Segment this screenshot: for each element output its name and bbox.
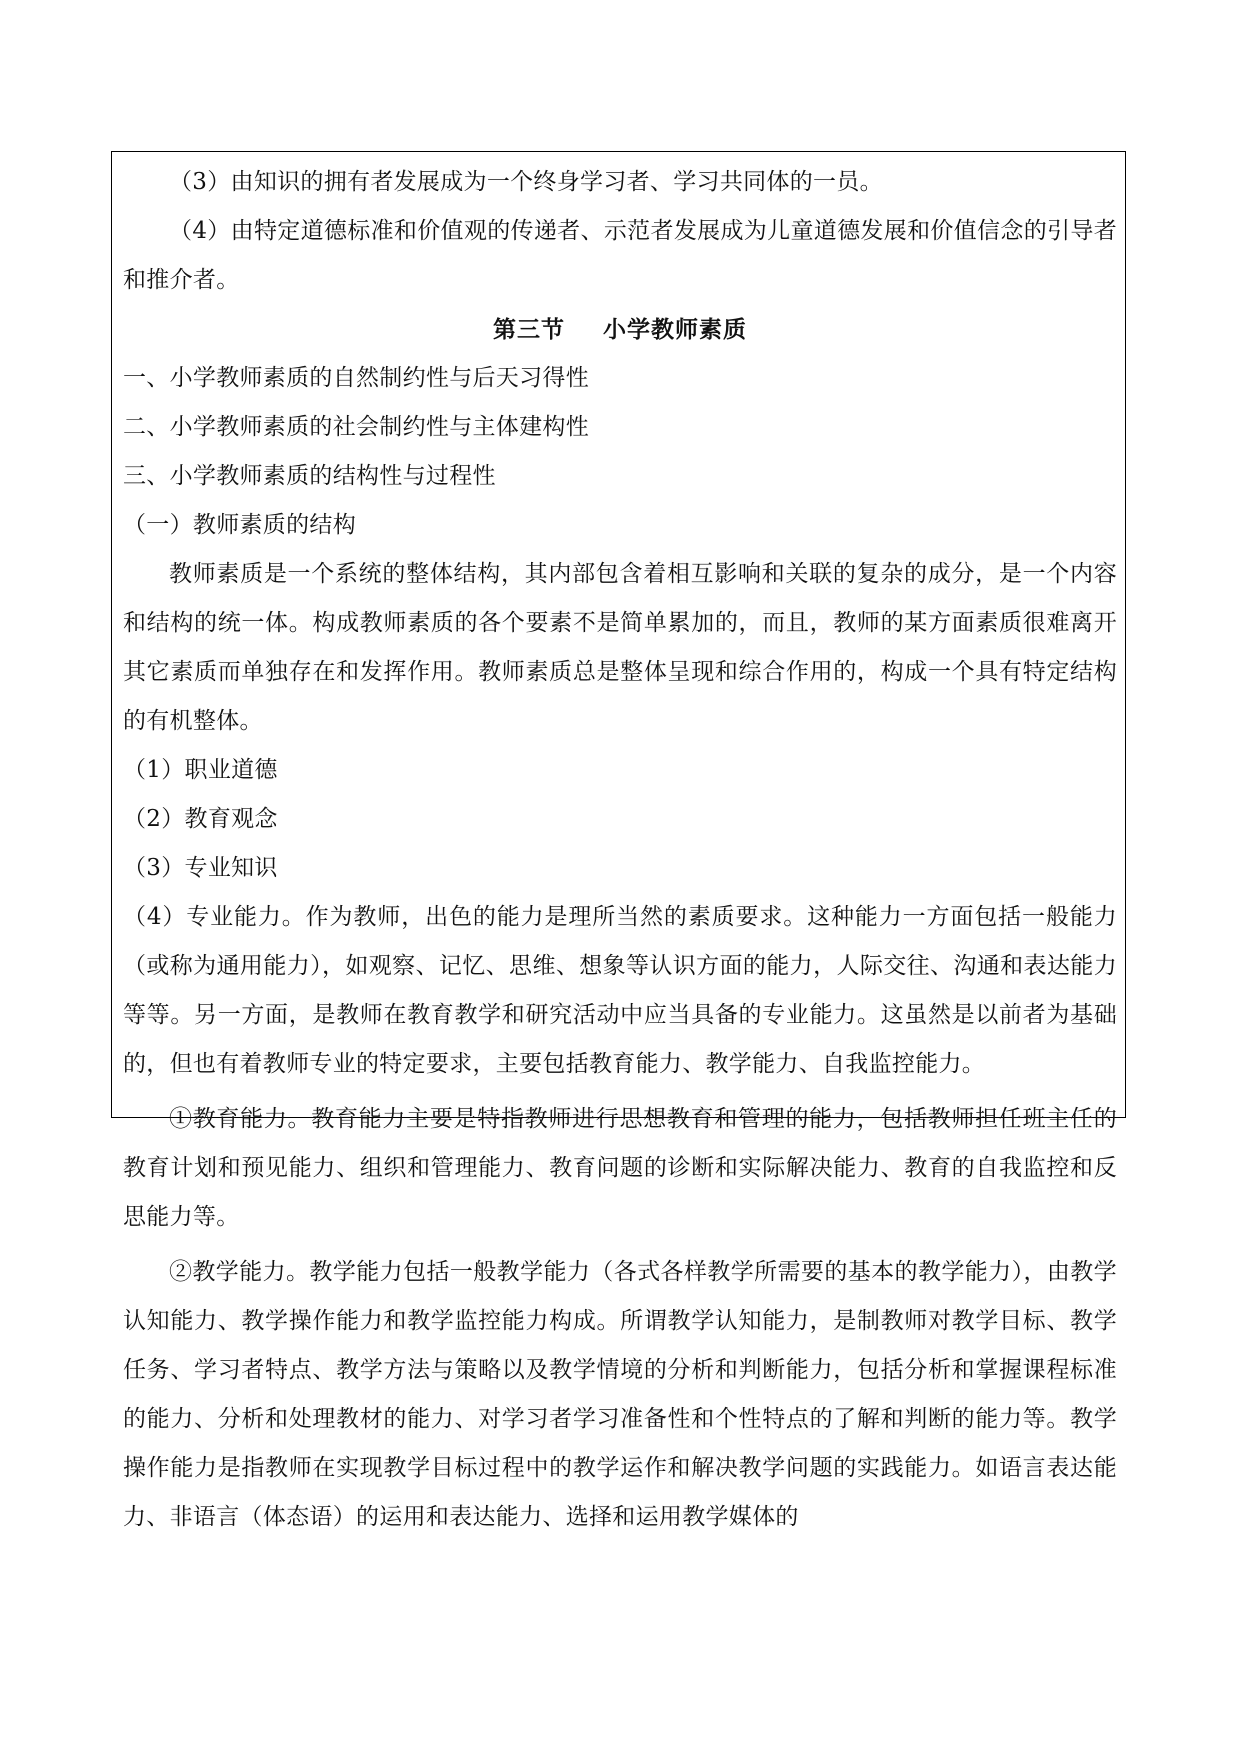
heading-2: 二、小学教师素质的社会制约性与主体建构性 <box>123 414 589 440</box>
subheading-structure: （一）教师素质的结构 <box>123 512 356 538</box>
section-title <box>123 305 1117 354</box>
item-professional-knowledge: （3）专业知识 <box>123 855 278 881</box>
item-professional-ethics: （1）职业道德 <box>123 757 278 783</box>
structure-paragraph: 教师素质是一个系统的整体结构，其内部包含着相互影响和关联的复杂的成分，是一个内容和结构的统一体。构成教师素质的各个要素不是简单累加的，而且，教师的某方面素质很难离开其它素质而单独存在和发挥作用。教师素质总是整体呈现和综合作用的，构成一个具有特定结构的有机整体。 <box>123 561 1117 734</box>
section-number: 第三节 <box>493 316 565 343</box>
teaching-ability-paragraph: ②教学能力。教学能力包括一般教学能力（各式各样教学所需要的基本的教学能力），由教学认知能力、教学操作能力和教学监控能力构成。所谓教学认知能力，是制教师对教学目标、教学任务、学习者特点、教学方法与策略以及教学情境的分析和判断能力，包括分析和掌握课程标准的能力、分析和处理教材的能力、对学习者学习准备性和个性特点的了解和判断的能力等。教学操作能力是指教师在实现教学目标过程中的教学运作和解决教学问题的实践能力。如语言表达能力、非语言（体态语）的运用和表达能力、选择和运用教学媒体的 <box>123 1259 1117 1530</box>
education-ability-paragraph: ①教育能力。教育能力主要是特指教师进行思想教育和管理的能力，包括教师担任班主任的教育计划和预见能力、组织和管理能力、教育问题的诊断和实际解决能力、教育的自我监控和反思能力等。 <box>123 1106 1117 1230</box>
paragraph-role-3: （3）由知识的拥有者发展成为一个终身学习者、学习共同体的一员。 <box>169 169 883 195</box>
item-educational-concepts: （2）教育观念 <box>123 806 278 832</box>
paragraph-role-4: （4）由特定道德标准和价值观的传递者、示范者发展成为儿童道德发展和价值信念的引导者和推介者。 <box>123 218 1117 293</box>
heading-1: 一、小学教师素质的自然制约性与后天习得性 <box>123 365 589 391</box>
section-name: 小学教师素质 <box>603 316 747 343</box>
document-body <box>123 158 1117 1542</box>
heading-3: 三、小学教师素质的结构性与过程性 <box>123 463 496 489</box>
item-professional-ability: （4）专业能力。作为教师，出色的能力是理所当然的素质要求。这种能力一方面包括一般能力（或称为通用能力），如观察、记忆、思维、想象等认识方面的能力，人际交往、沟通和表达能力等等。另一方面，是教师在教育教学和研究活动中应当具备的专业能力。这虽然是以前者为基础的，但也有着教师专业的特定要求，主要包括教育能力、教学能力、自我监控能力。 <box>123 904 1117 1077</box>
content-frame <box>111 151 1126 1530</box>
